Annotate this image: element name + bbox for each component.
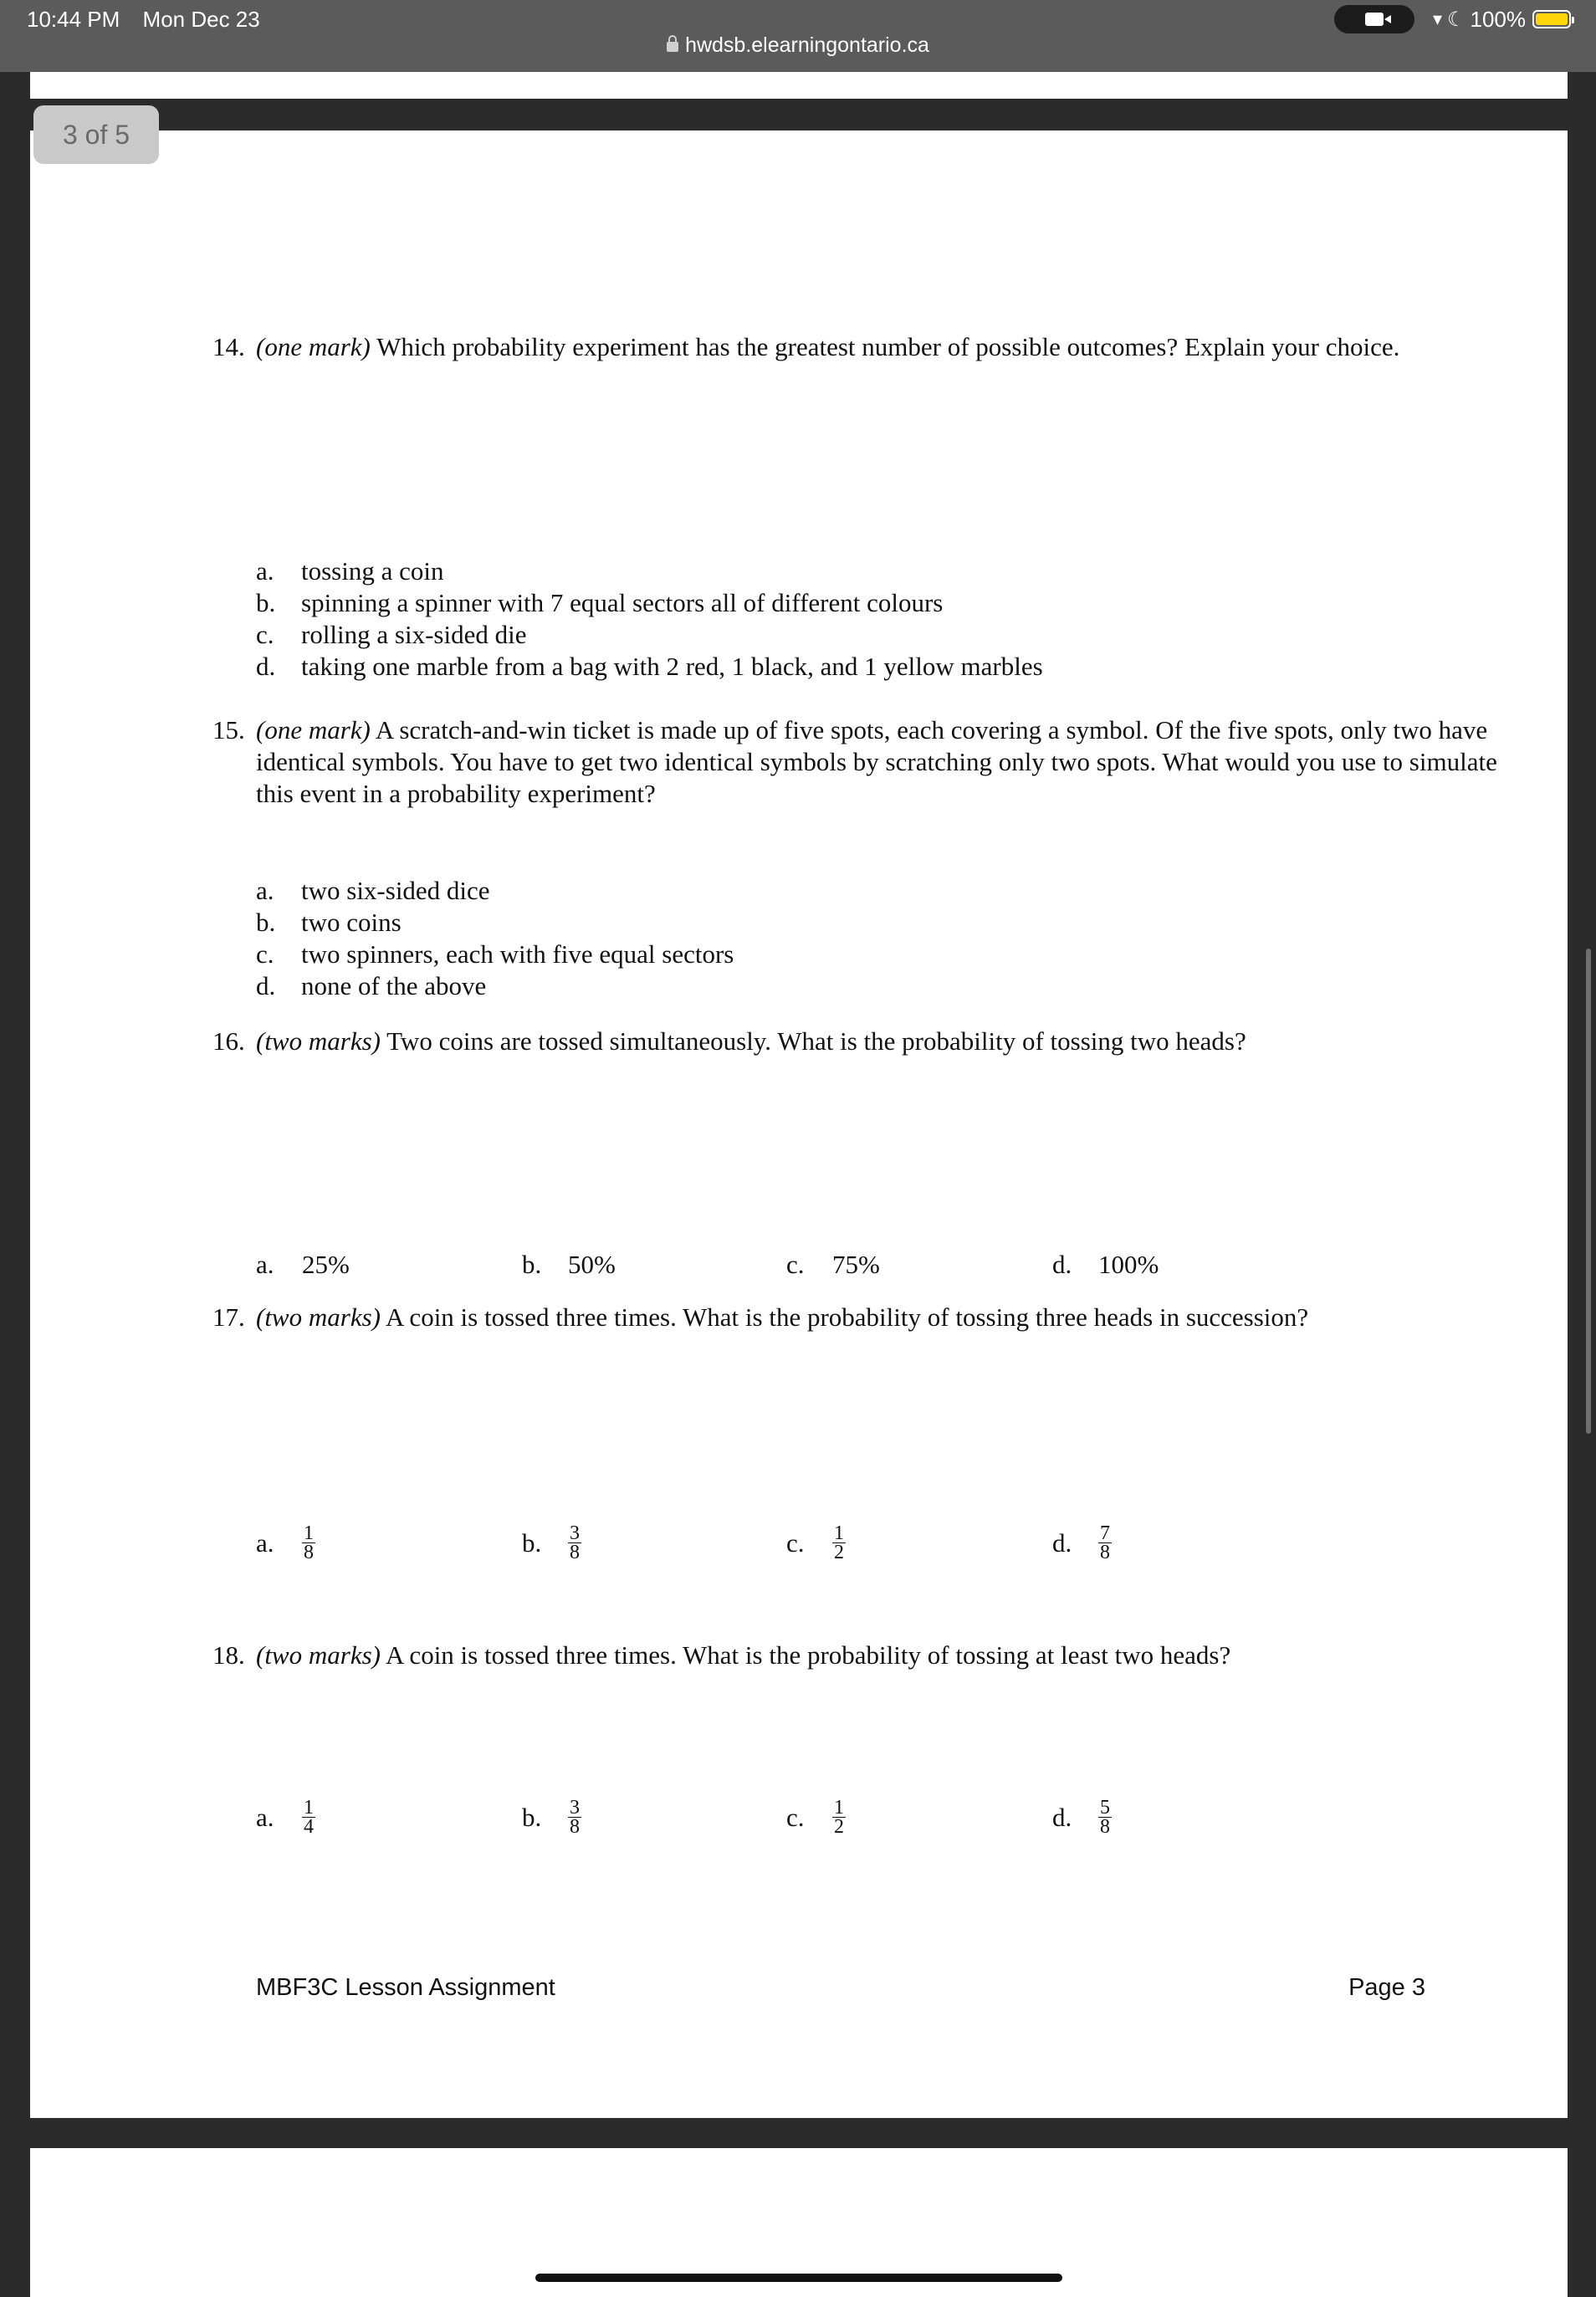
home-indicator[interactable]	[535, 2274, 1062, 2282]
page-counter: 3 of 5	[33, 105, 159, 164]
option-item: b. two coins	[256, 908, 402, 937]
scrollbar[interactable]	[1586, 949, 1591, 1434]
question-marks: (two marks)	[256, 1640, 381, 1670]
moon-icon: ☾	[1446, 8, 1466, 31]
address-bar[interactable]	[0, 33, 1596, 58]
option-item: d. $\frac{7}{8}$	[1052, 1522, 1110, 1563]
question-15	[212, 714, 1517, 810]
option-item: b. spinning a spinner with 7 equal sectors all of different colours	[256, 588, 944, 617]
question-text: Which probability experiment has the greatest number of possible outcomes? Explain your choice.	[370, 332, 1400, 361]
question-number: 14.	[212, 332, 245, 361]
option-item: a. $\frac{1}{4}$	[256, 1797, 314, 1838]
footer-course-title: MBF3C Lesson Assignment	[256, 1974, 555, 2001]
url-text: hwdsb.elearningontario.ca	[685, 33, 929, 57]
fraction: $\frac{1}{8}$	[304, 1522, 314, 1563]
status-time: 10:44 PM	[27, 7, 120, 32]
option-item: d. 100%	[1052, 1250, 1159, 1279]
fraction: $\frac{1}{4}$	[304, 1797, 314, 1838]
option-item: d. taking one marble from a bag with 2 red, 1 black, and 1 yellow marbles	[256, 652, 1043, 681]
option-item: a. two six-sided dice	[256, 876, 490, 905]
question-18	[212, 1640, 1517, 1671]
footer-page-number: Page 3	[1348, 1974, 1425, 2001]
status-date: Mon Dec 23	[142, 7, 260, 32]
battery-icon	[1532, 10, 1571, 28]
option-item: a. 25%	[256, 1250, 350, 1279]
option-item: c. 75%	[786, 1250, 880, 1279]
status-bar	[0, 0, 1596, 72]
question-text: Two coins are tossed simultaneously. What is the probability of tossing two heads?	[380, 1026, 1246, 1056]
option-item: d. $\frac{5}{8}$	[1052, 1797, 1110, 1838]
battery-percent: 100%	[1470, 6, 1526, 32]
question-marks: (two marks)	[256, 1026, 381, 1056]
option-item: a. tossing a coin	[256, 556, 444, 586]
wifi-icon: ▾	[1432, 8, 1442, 29]
fraction: $\frac{1}{2}$	[834, 1522, 844, 1563]
question-14	[212, 331, 1517, 363]
question-marks: (one mark)	[256, 332, 371, 361]
fraction: $\frac{1}{2}$	[834, 1797, 844, 1838]
option-item: c. $\frac{1}{2}$	[786, 1522, 844, 1563]
question-15-options	[256, 875, 734, 1002]
fraction: $\frac{5}{8}$	[1100, 1797, 1110, 1838]
lock-icon	[667, 42, 678, 52]
fraction: $\frac{3}{8}$	[570, 1797, 580, 1838]
question-16	[212, 1026, 1517, 1057]
document-page	[30, 130, 1568, 2118]
status-indicators	[1334, 5, 1571, 33]
fraction: $\frac{3}{8}$	[570, 1522, 580, 1563]
question-number: 18.	[212, 1640, 245, 1670]
option-item: b. 50%	[522, 1250, 616, 1279]
question-marks: (one mark)	[256, 715, 371, 744]
option-item: c. two spinners, each with five equal sectors	[256, 939, 734, 969]
option-item: b. $\frac{3}{8}$	[522, 1522, 580, 1563]
option-item: c. $\frac{1}{2}$	[786, 1797, 844, 1838]
question-number: 16.	[212, 1026, 245, 1056]
fraction: $\frac{7}{8}$	[1100, 1522, 1110, 1563]
option-item: d. none of the above	[256, 971, 487, 1000]
question-marks: (two marks)	[256, 1302, 381, 1332]
camera-indicator	[1334, 5, 1414, 33]
video-camera-icon	[1365, 13, 1384, 26]
question-text: A scratch-and-win ticket is made up of five spots, each covering a symbol. Of the five spots, only two have identical symbols. You have to get two identical symbols by scratching only two spots. What would you use to simulate this event in a probability experiment?	[256, 715, 1497, 808]
previous-page-edge	[30, 72, 1568, 99]
status-time-date	[27, 7, 277, 33]
question-14-options	[256, 555, 1043, 683]
option-item: c. rolling a six-sided die	[256, 620, 527, 649]
option-item: b. $\frac{3}{8}$	[522, 1797, 580, 1838]
question-number: 17.	[212, 1302, 245, 1332]
question-text: A coin is tossed three times. What is the probability of tossing at least two heads?	[380, 1640, 1231, 1670]
question-text: A coin is tossed three times. What is the probability of tossing three heads in succession?	[380, 1302, 1309, 1332]
question-number: 15.	[212, 715, 245, 744]
question-17	[212, 1302, 1517, 1333]
option-item: a. $\frac{1}{8}$	[256, 1522, 314, 1563]
